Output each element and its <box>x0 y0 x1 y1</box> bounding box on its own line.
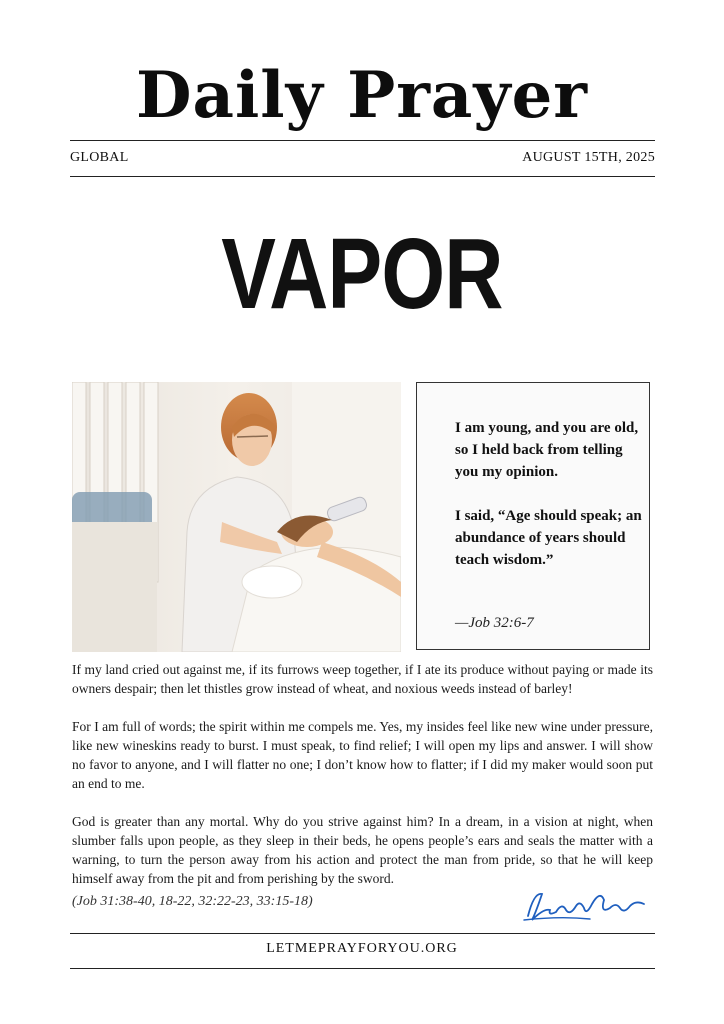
article-body <box>72 660 653 907</box>
quote-paragraph: I said, “Age should speak; an abundance of years should teach wisdom.” <box>455 508 642 568</box>
dateline <box>70 148 655 168</box>
masthead-title: Daily Prayer <box>136 58 588 133</box>
quote-text <box>455 417 645 593</box>
scripture-quote-box <box>416 382 650 650</box>
footer-bottom-rule <box>70 968 655 969</box>
body-paragraph: God is greater than any mortal. Why do you strive against him? In a dream, in a vision at night, when slumber falls upon people, as they sleep in their beds, he opens people’s ears and seals the matter with a warning, to turn the person away from his action and protect the man from pride, so that he will keep himself away from the pit and from perishing by the sword. <box>72 814 653 886</box>
dateline-region: GLOBAL <box>70 150 129 165</box>
quote-paragraph: I am young, and you are old, so I held back from telling you my opinion. <box>455 420 639 480</box>
dateline-rule <box>70 176 655 177</box>
headline: VAPOR <box>221 218 503 330</box>
dateline-date: AUGUST 15TH, 2025 <box>522 150 655 165</box>
handwritten-signature <box>520 886 650 926</box>
top-rule <box>70 140 655 141</box>
footer-site[interactable]: LETMEPRAYFORYOU.ORG <box>266 941 458 956</box>
scripture-citation: (Job 31:38-40, 18-22, 32:22-23, 33:15-18) <box>72 894 313 909</box>
body-paragraph: If my land cried out against me, if its furrows weep together, if I ate its produce without paying or made its owners despair; then let thistles grow instead of wheat, and noxious weeds instead of barley! <box>72 662 653 696</box>
quote-reference: —Job 32:6-7 <box>455 615 534 631</box>
footer-top-rule <box>70 933 655 934</box>
facial-treatment-photo <box>72 382 401 652</box>
body-paragraph: For I am full of words; the spirit within me compels me. Yes, my insides feel like new wine under pressure, like new wineskins ready to burst. I must speak, to find relief; I will open my lips and answer. I will show no favor to anyone, and I will flatter no one; I don’t know how to flatter; if I did my maker would soon put an end to me. <box>72 719 653 791</box>
